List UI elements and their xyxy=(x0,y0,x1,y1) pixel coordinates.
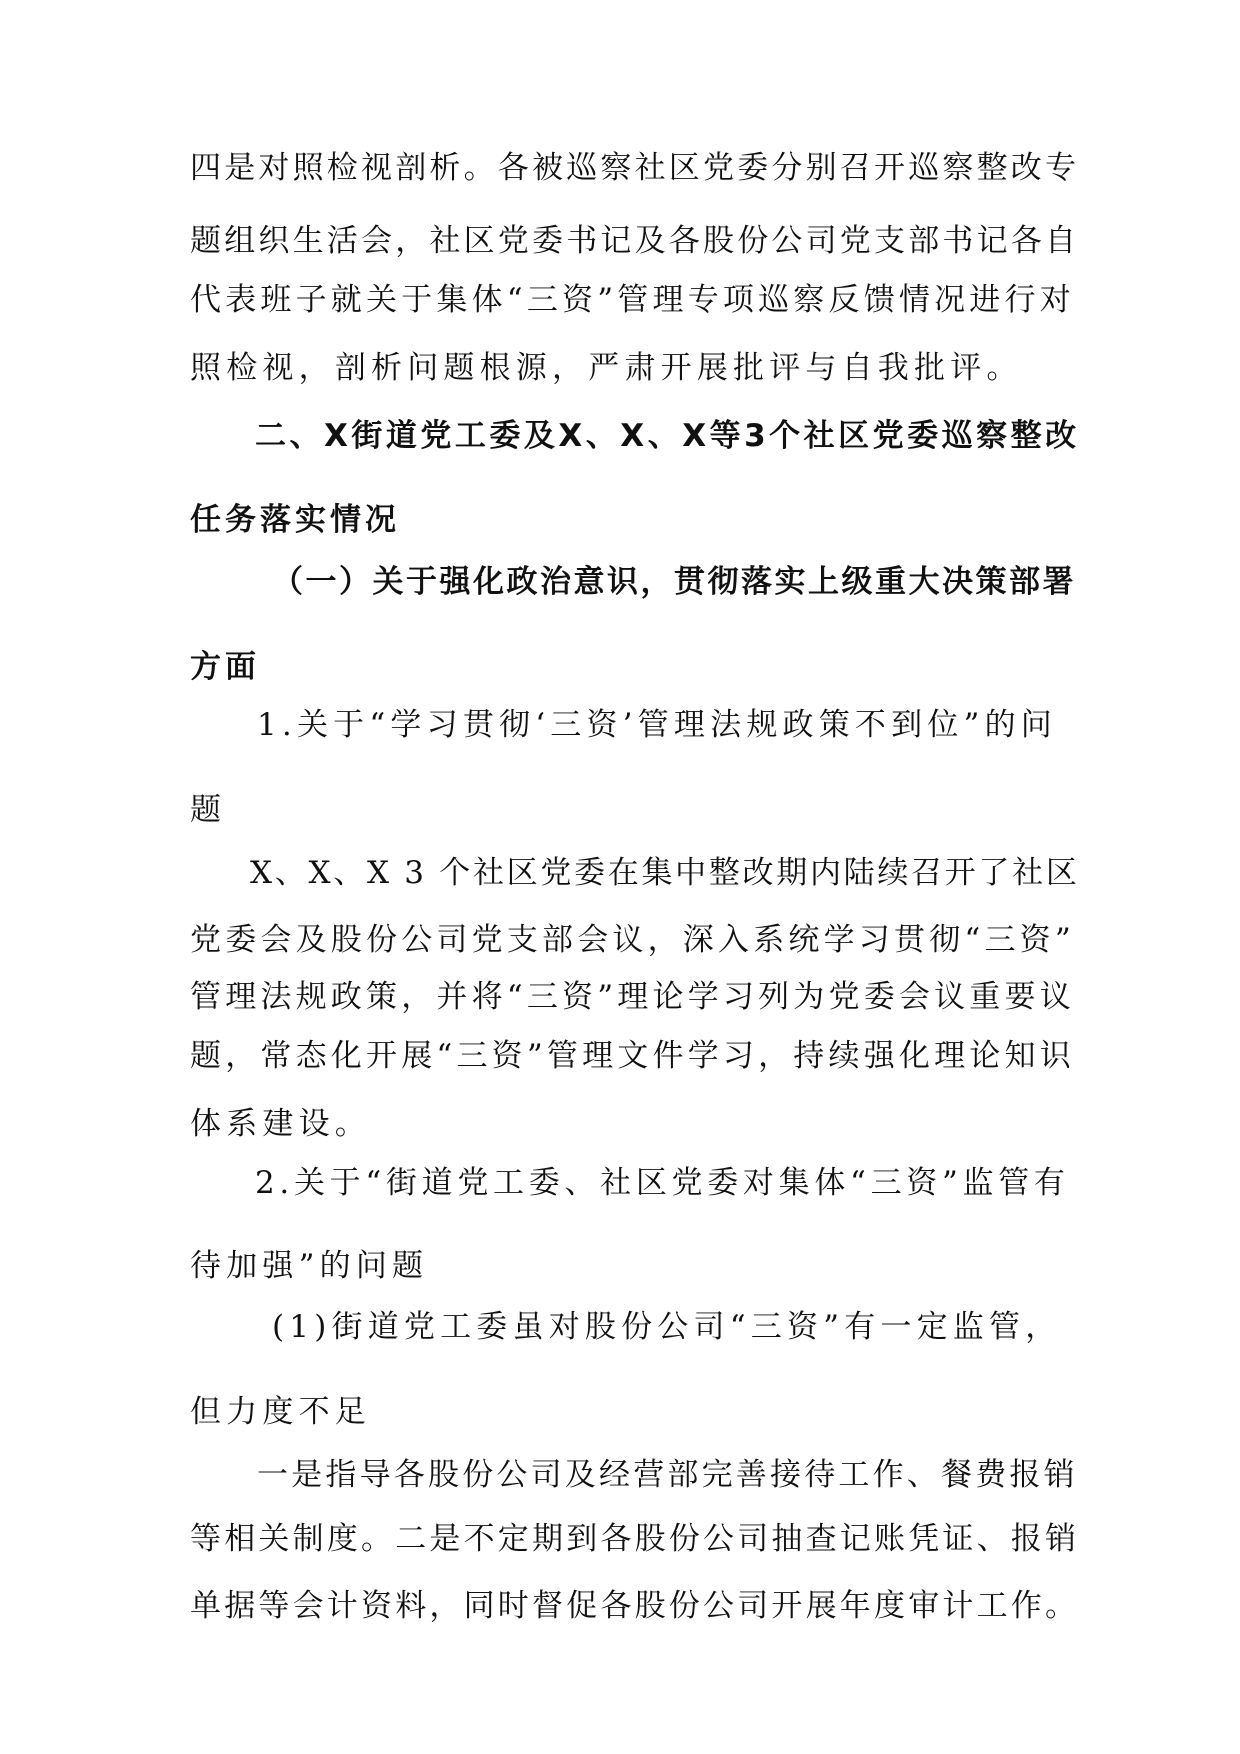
paragraph-line: X、X、X 3 个社区党委在集中整改期内陆续召开了社区 xyxy=(250,855,1080,891)
paragraph-line: 单据等会计资料，同时督促各股份公司开展年度审计工作。 xyxy=(190,1588,1080,1624)
paragraph-line: 代表班子就关于集体“三资”管理专项巡察反馈情况进行对 xyxy=(190,282,1075,318)
paragraph-line: 党委会及股份公司党支部会议，深入系统学习贯彻“三资” xyxy=(190,922,1075,958)
item-heading: 2.关于“街道党工委、社区党委对集体“三资”监管有 xyxy=(255,1165,1070,1201)
paragraph-line: 一是指导各股份公司及经营部完善接待工作、餐费报销 xyxy=(257,1457,1078,1493)
paragraph-line: 照检视，剖析问题根源，严肃开展批评与自我批评。 xyxy=(190,350,1023,386)
paragraph-line: 四是对照检视剖析。各被巡察社区党委分别召开巡察整改专 xyxy=(190,150,1080,186)
item-heading-cont: 题 xyxy=(190,792,227,828)
paragraph-line: 题，常态化开展“三资”管理文件学习，持续强化理论知识 xyxy=(190,1038,1075,1074)
sub-item-heading-cont: 但力度不足 xyxy=(190,1394,371,1430)
subsection-heading-cont: 方面 xyxy=(190,649,260,685)
sub-item-heading: (1)街道党工委虽对股份公司“三资”有一定监管， xyxy=(272,1309,1062,1345)
item-heading: 1.关于“学习贯彻‘三资’管理法规政策不到位”的问 xyxy=(257,707,1057,743)
section-heading-cont: 任务落实情况 xyxy=(190,502,400,538)
item-heading-cont: 待加强”的问题 xyxy=(190,1248,429,1284)
paragraph-line: 管理法规政策，并将“三资”理论学习列为党委会议重要议 xyxy=(190,979,1075,1015)
paragraph-line: 题组织生活会，社区党委书记及各股份公司党支部书记各自 xyxy=(190,223,1080,259)
subsection-heading: （一）关于强化政治意识，贯彻落实上级重大决策部署 xyxy=(272,564,1076,600)
section-heading: 二、X街道党工委及X、X、X等3个社区党委巡察整改 xyxy=(255,418,1080,454)
paragraph-line: 等相关制度。二是不定期到各股份公司抽查记账凭证、报销 xyxy=(190,1521,1080,1557)
paragraph-line: 体系建设。 xyxy=(190,1106,371,1142)
